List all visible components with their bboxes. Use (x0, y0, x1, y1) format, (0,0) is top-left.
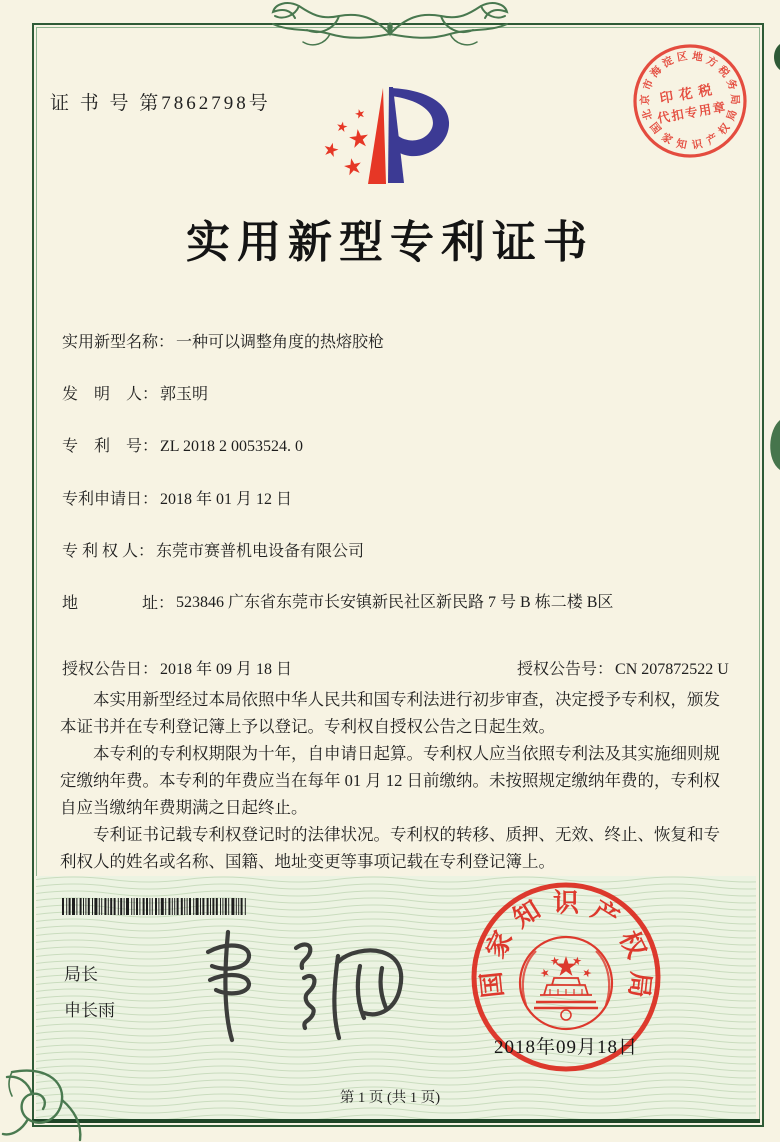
signer-name: 申长雨 (64, 1001, 115, 1020)
svg-text:产: 产 (586, 895, 624, 934)
svg-text:家: 家 (659, 131, 674, 147)
field-label: 专 利 号： (62, 438, 159, 455)
signer-title: 局长 (64, 965, 98, 984)
stamp-duty-stamp (615, 26, 766, 177)
grant-no-value: CN 207872522 U (615, 661, 729, 678)
svg-text:淀: 淀 (660, 55, 676, 71)
field-row (62, 538, 364, 561)
field-label: 地 址： (62, 595, 175, 612)
legal-text (60, 686, 722, 875)
grant-date-label: 授权公告日： (62, 661, 159, 678)
field-row (62, 433, 303, 456)
paragraph: 专利证书记载专利权登记时的法律状况。专利权的转移、质押、无效、终止、恢复和专利权人的姓名或名称、国籍、地址变更等事项记载在专利登记簿上。 (60, 825, 720, 871)
svg-text:京: 京 (640, 94, 652, 106)
svg-text:知: 知 (675, 138, 688, 152)
svg-text:权: 权 (613, 926, 652, 963)
field-label: 发 明 人： (62, 386, 159, 403)
svg-text:地: 地 (691, 51, 704, 64)
svg-text:方: 方 (704, 55, 719, 70)
svg-text:局: 局 (725, 108, 740, 123)
svg-text:税: 税 (715, 64, 731, 80)
handwritten-signature (192, 922, 412, 1047)
seal-date: 2018年09月18日 (493, 1037, 638, 1058)
field-label: 专利申请日： (62, 491, 159, 508)
page-number: 第 1 页 (共 1 页) (339, 1090, 441, 1106)
field-value: ZL 2018 2 0053524. 0 (160, 438, 303, 455)
svg-text:局: 局 (728, 93, 740, 105)
certificate-title: 实用新型专利证书 (186, 218, 594, 267)
grant-date-value: 2018 年 09 月 18 日 (160, 661, 293, 678)
field-value: 郭玉明 (160, 386, 209, 403)
svg-text:区: 区 (676, 51, 689, 64)
field-row (62, 381, 208, 404)
grant-row (62, 656, 742, 679)
svg-text:市: 市 (641, 78, 657, 92)
field-row (62, 329, 384, 352)
field-label: 实用新型名称： (62, 334, 175, 351)
right-edge-ornament-icon (766, 420, 780, 470)
svg-text:识: 识 (691, 139, 704, 152)
svg-text:海: 海 (649, 64, 665, 80)
paragraph: 本专利的专利权期限为十年，自申请日起算。专利权人应当依照专利法及其实施细则规定缴纳年费。本专利的年费应当在每年 01 月 12 日前缴纳。未按照规定缴纳年费的，专利权自应当缴纳年费期满之日起终止。 (60, 744, 720, 817)
paragraph: 本实用新型经过本局依照中华人民共和国专利法进行初步审查，决定授予专利权，颁发本证书并在专利登记簿上予以登记。专利权自授权公告之日起生效。 (60, 690, 720, 736)
field-value: 东莞市赛普机电设备有限公司 (156, 543, 365, 560)
svg-text:知: 知 (508, 895, 546, 934)
certificate-number: 证 书 号 第7862798号 (50, 93, 271, 114)
tax-stamp-line1: 印花税 (658, 81, 719, 107)
grant-no-label: 授权公告号： (517, 661, 614, 678)
cnipa-patent-logo-icon (320, 84, 460, 189)
field-row (62, 486, 292, 509)
frame-bottom-rule (32, 1119, 760, 1123)
svg-text:务: 务 (723, 77, 738, 92)
top-scroll-ornament-icon (245, 0, 535, 58)
field-row-address (62, 590, 681, 616)
tax-stamp-line2: 代扣专用章 (656, 99, 728, 126)
field-value: 2018 年 01 月 12 日 (160, 491, 293, 508)
svg-text:局: 局 (623, 970, 656, 1000)
svg-text:国: 国 (476, 970, 509, 1000)
barcode (62, 898, 276, 915)
right-edge-ornament-icon (770, 44, 780, 70)
svg-text:识: 识 (552, 888, 580, 918)
field-value: 523846 广东省东莞市长安镇新民社区新民路 7 号 B 栋二楼 B区 (176, 594, 614, 611)
svg-text:北: 北 (641, 107, 655, 122)
svg-text:产: 产 (705, 132, 720, 148)
field-label: 专 利 权 人： (62, 543, 155, 560)
svg-text:国: 国 (647, 121, 663, 137)
svg-text:家: 家 (480, 926, 519, 963)
svg-text:权: 权 (717, 122, 733, 138)
field-value: 一种可以调整角度的热熔胶枪 (176, 334, 385, 351)
